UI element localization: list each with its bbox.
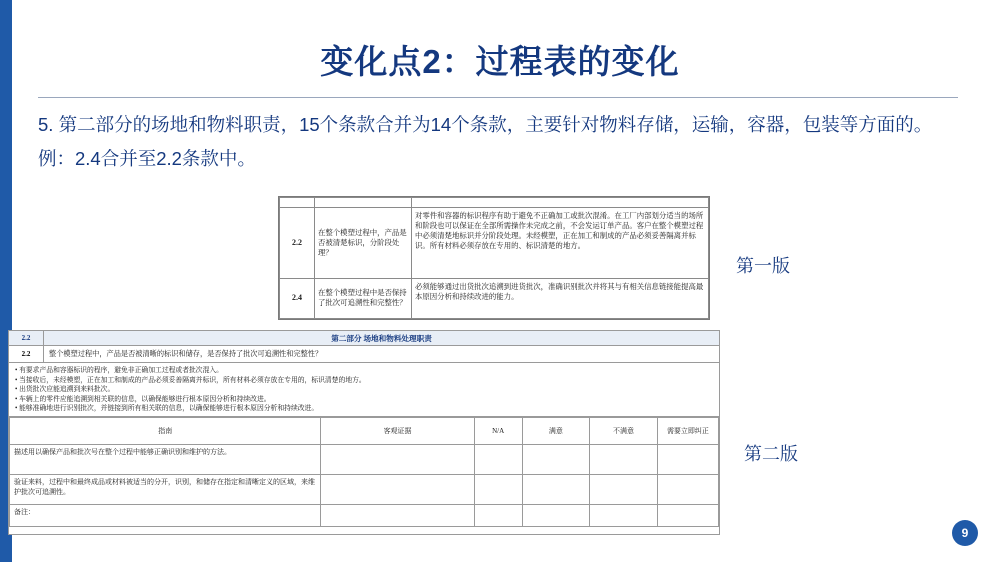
list-item: • 出货批次应能追溯到来料批次。 [15,386,115,394]
cell-guide: 描述用以确保产品和批次号在整个过程中能够正确识别和维护的方法。 [10,444,321,474]
page-number-badge: 9 [952,520,978,546]
cell-satisfied [522,444,590,474]
cell-na [474,504,522,526]
question-number: 2.2 [9,346,44,362]
list-item: • 车辆上的零件应能追溯到相关联的信息，以确保能够进行根本原因分析和持续改进。 [15,395,271,403]
section-header-row [9,331,719,346]
strip-cell-answer [412,198,709,208]
clause-number: 2.2 [280,208,315,279]
column-header-immediate: 需要立即纠正 [657,417,718,444]
cell-unsatisfied [590,474,658,504]
list-item: • 能够准确地进行识别批次，并链接到所有相关联的信息，以确保能够进行根本原因分析和持续改进。 [15,405,319,413]
bullet-list [9,363,719,417]
table-row [280,278,709,318]
assessment-grid [9,417,719,527]
cell-evidence [321,474,474,504]
section-number: 2.2 [9,331,44,345]
clause-answer: 对零件和容器的标识程序有助于避免不正确加工或批次混淆。在工厂内部划分适当的场所和阶段也可以保证在全部所需操作未完成之前，不会发运订单产品。客户在整个模塑过程中必须清楚地标识并分阶段处理。未经模塑，正在加工和制成的产品必须妥善隔离并标识。所有材料必须存放在专用的、标识清楚的地方。 [412,208,709,279]
cell-evidence [321,504,474,526]
table-header-row [10,417,719,444]
clause-number: 2.4 [280,278,315,318]
section-title: 第二部分 场地和物料处理职责 [331,333,432,343]
cell-guide: 验证来料，过程中和最终成品或材料被适当的分开，识别，和储存在指定和清晰定义的区域，来维护批次可追溯性。 [10,474,321,504]
strip-cell-num [280,198,315,208]
cell-na [474,474,522,504]
table-row [10,444,719,474]
clause-question: 在整个模塑过程中是否保持了批次可追溯性和完整性？ [315,278,412,318]
question-text: 整个模塑过程中，产品是否被清晰的标识和储存，是否保持了批次可追溯性和完整性？ [49,350,323,358]
page-title: 变化点2：过程表的变化 [320,43,680,80]
table-row [10,474,719,504]
table-row [280,208,709,279]
table-row [280,198,709,208]
version1-table [279,197,709,319]
cell-unsatisfied [590,504,658,526]
cell-immediate [657,474,718,504]
column-header-unsatisfied: 不满意 [590,417,658,444]
cell-satisfied [522,474,590,504]
table-row [10,504,719,526]
list-item: • 当接收后，未经模塑，正在加工和制成的产品必须妥善隔离并标识，所有材料必须存放在专用的，标识清楚的地方。 [15,376,366,384]
version2-table-image [8,330,720,535]
clause-answer: 必须能够通过出货批次追溯到进货批次，准确识别批次并将其与有相关信息链接能提高最本原因分析和持续改进的能力。 [412,278,709,318]
version1-label: 第一版 [736,256,790,276]
column-header-satisfied: 满意 [522,417,590,444]
title-divider [38,97,958,98]
column-header-evidence: 客观证据 [321,417,474,444]
list-item: • 有要求产品和容器标识的程序，避免非正确加工过程或者批次混入。 [15,367,223,374]
question-row [9,346,719,363]
cell-na [474,444,522,474]
cell-evidence [321,444,474,474]
version2-label: 第二版 [744,444,798,464]
column-header-guide: 指南 [10,417,321,444]
column-header-na: N/A [474,417,522,444]
cell-immediate [657,504,718,526]
strip-cell-question [315,198,412,208]
cell-satisfied [522,504,590,526]
body-paragraph: 5. 第二部分的场地和物料职责，15个条款合并为14个条款，主要针对物料存储，运输，容器，包装等方面的。例：2.4合并至2.2条款中。 [38,114,933,169]
cell-guide: 备注： [10,504,321,526]
clause-question: 在整个模塑过程中，产品是否被清楚标识，分阶段处理？ [315,208,412,279]
cell-unsatisfied [590,444,658,474]
version1-table-image [278,196,710,320]
cell-immediate [657,444,718,474]
